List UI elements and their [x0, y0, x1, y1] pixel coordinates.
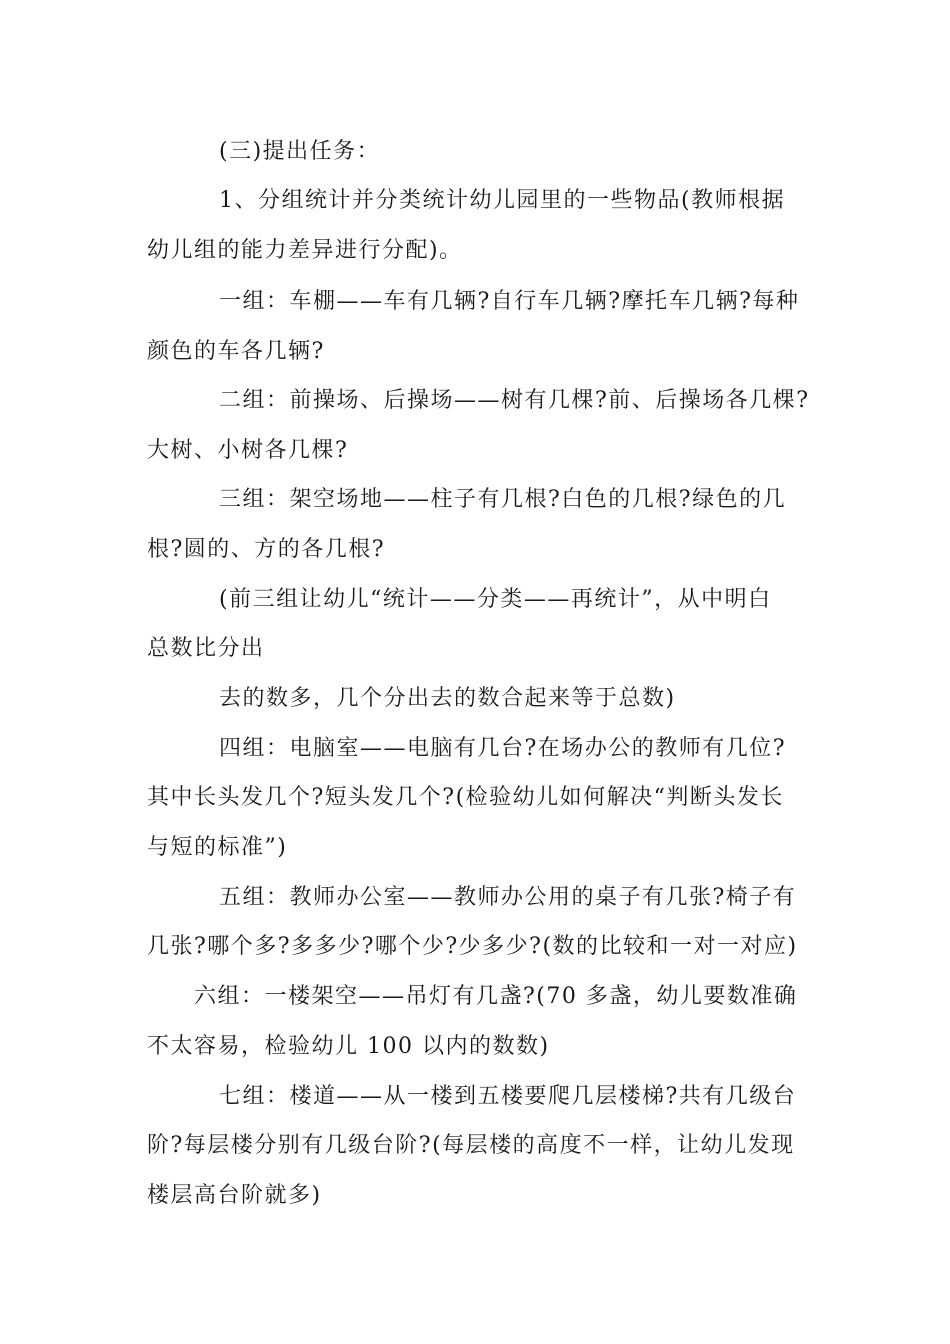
note-line2: 总数比分出 — [147, 636, 265, 661]
group4-line3: 与短的标准”) — [147, 835, 288, 860]
group5-line1: 五组：教师办公室——教师办公用的桌子有几张?椅子有 — [219, 885, 797, 910]
group7-line3: 楼层高台阶就多) — [147, 1183, 322, 1208]
group2-line1: 二组：前操场、后操场——树有几棵?前、后操场各几棵? — [219, 388, 810, 413]
group3-line1: 三组：架空场地——柱子有几根?白色的几根?绿色的几 — [219, 487, 787, 512]
group6-line2: 不太容易，检验幼儿 100 以内的数数) — [147, 1034, 550, 1059]
task1-line1: 1、分组统计并分类统计幼儿园里的一些物品(教师根据 — [219, 188, 786, 213]
group2-line2: 大树、小树各几棵? — [147, 438, 349, 463]
group6-line1: 六组：一楼架空——吊灯有几盏?(70 多盏，幼儿要数准确 — [194, 984, 798, 1009]
note-line1: (前三组让幼儿“统计——分类——再统计”，从中明白 — [219, 587, 772, 612]
group1-line2: 颜色的车各几辆? — [147, 339, 325, 364]
group5-line2: 几张?哪个多?多多少?哪个少?少多少?(数的比较和一对一对应) — [147, 934, 798, 959]
group4-line2: 其中长头发几个?短头发几个?(检验幼儿如何解决“判断头发长 — [147, 785, 784, 810]
note-line3: 去的数多，几个分出去的数合起来等于总数) — [219, 686, 676, 711]
task1-line2: 幼儿组的能力差异进行分配)。 — [147, 238, 463, 263]
group4-line1: 四组：电脑室——电脑有几台?在场办公的教师有几位? — [219, 736, 787, 761]
group7-line1: 七组：楼道——从一楼到五楼要爬几层楼梯?共有几级台 — [219, 1084, 797, 1109]
group7-line2: 阶?每层楼分别有几级台阶?(每层楼的高度不一样，让幼儿发现 — [147, 1133, 795, 1158]
section-heading: (三)提出任务： — [219, 139, 381, 164]
group1-line1: 一组：车棚——车有几辆?自行车几辆?摩托车几辆?每种 — [219, 289, 800, 314]
group3-line2: 根?圆的、方的各几根? — [147, 537, 386, 562]
